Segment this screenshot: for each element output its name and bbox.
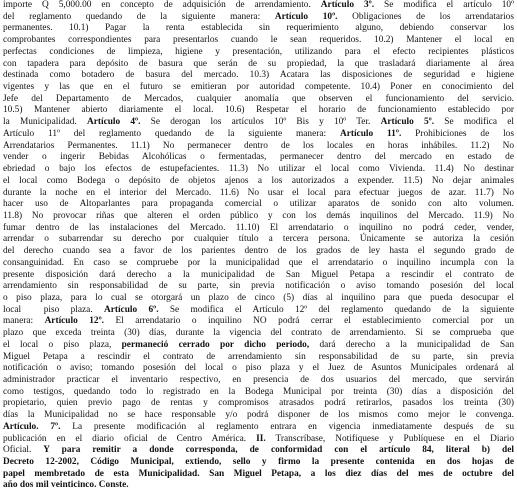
text-line <box>3 246 514 258</box>
text-segment: Se modifica el Artículo 12º del reglamento quedando de la siguiente <box>158 304 514 315</box>
text-segment: destinada como botadero de basura del mercado. 10.3) Acatara las disposiciones de seguridad e higiene <box>3 70 514 81</box>
text-line <box>3 352 514 364</box>
text-segment: el local o piso plaza, <box>3 339 122 350</box>
text-line <box>3 281 514 293</box>
bold-text-segment: II. <box>256 433 266 444</box>
text-segment: El arrendatario o inquilino NO podrá cerrar el establecimiento comercial por un <box>104 316 514 327</box>
text-line <box>3 82 514 94</box>
text-segment: Jefe del Departamento de Mercados, cualquier anomalía que observen el funcionamiento del servicio. <box>3 93 514 104</box>
text-segment: el local como Bodega o depósito de objetos ajenos a los autorizados a expender. 11.5) No dejar animales <box>3 175 514 186</box>
text-segment: Se modifica el <box>434 117 514 128</box>
text-segment: permanentes. 10.1) Pagar la renta establecida sin requerimiento alguno, debiendo conservar los <box>3 23 514 34</box>
bold-text-segment: Decreto 12-2002, Código Municipal, extiendo, sello y firmo la presente contenida en dos hojas de <box>3 457 514 468</box>
bold-text-segment: Artículo 12º. <box>44 316 105 327</box>
bold-text-segment: Artículo 5º. <box>380 117 435 128</box>
text-segment: como testigos, quedando todo lo registrado en la Bodega Municipal por treinta (30) días a disposición del <box>3 386 514 397</box>
text-line <box>3 164 514 176</box>
bold-text-segment: Artículo 6º. <box>103 304 159 315</box>
text-line <box>3 129 514 141</box>
text-line <box>3 0 514 12</box>
text-line <box>3 340 514 352</box>
bold-text-segment: Artículo 10º. <box>274 11 338 22</box>
text-line <box>3 35 514 47</box>
text-segment: notificación o aviso; tomando posesión del local o piso plaza y el Juez de Asuntos Municipales ordenará al <box>3 363 514 374</box>
text-segment: ebriedad o bajo los efectos de estupefacientes. 11.3) No utilizar el local como Vivienda. 11.4) No destinar <box>3 164 514 175</box>
text-segment: hacer uso de Altoparlantes para propaganda comercial o utilizar aparatos de sonido con alto volumen. <box>3 199 514 210</box>
text-line <box>3 398 514 410</box>
bold-text-segment: Y para remitir a donde corresponda, de conformidad con el artículo 84, literal b) del <box>43 445 514 456</box>
text-segment: durante la noche en el interior del Mercado. 11.6) No usar el local para efectuar juegos de azar. 11.7) No <box>3 187 514 198</box>
text-segment: plazo que exceda treinta (30) días, durante la vigencia del contrato de arrendamiento. Si se comprueba que <box>3 328 514 339</box>
text-line <box>3 12 514 24</box>
text-segment: vigentes y las que en el futuro se emitieran por autoridad competente. 10.4) Poner en conocimiento del <box>3 82 514 93</box>
text-segment: del derecho cuando sea a favor de los parientes dentro de los grados de ley hasta el segundo grado de <box>3 246 514 257</box>
text-line <box>3 223 514 235</box>
text-line <box>3 410 514 422</box>
text-line <box>3 59 514 71</box>
text-segment: Miguel Petapa a rescindir el contrato de arrendamiento sin responsabilidad de su parte, sin previa <box>3 351 514 362</box>
bold-text-segment: Artículo 3º. <box>320 0 375 10</box>
text-segment: con tapadera para depósito de basura que serán de su propiedad, la que trasladará diariamente al área <box>3 58 514 69</box>
text-segment: importe Q 5,000.00 en concepto de adquisición de arrendamiento. <box>3 0 321 10</box>
text-line <box>3 316 514 328</box>
text-line <box>3 211 514 223</box>
bold-text-segment: papel membretado de esta Municipalidad. San Miguel Petapa, a los diez días del mes de octubre del <box>3 468 514 479</box>
text-line <box>3 117 514 129</box>
text-line <box>3 445 514 457</box>
text-segment: local piso plaza. <box>3 304 104 315</box>
text-segment: 10.5) Mantener abierto diariamente el local. 10.6) Respetar el horario de funcionamiento establecido por <box>3 105 514 116</box>
text-line <box>3 422 514 434</box>
text-segment: vender o ingerir Bebidas Alcohólicas o fermentadas, permanecer dentro del mercado en estado de <box>3 152 514 163</box>
text-line <box>3 152 514 164</box>
text-line <box>3 23 514 35</box>
text-segment: Prohibiciones de los <box>401 128 514 139</box>
text-line <box>3 47 514 59</box>
text-segment: la Municipalidad. <box>3 117 87 128</box>
text-line <box>3 293 514 305</box>
text-segment: o piso plaza, para lo cual se otorgará un plazo de cinco (5) días al inquilino para que pueda desocupar el <box>3 292 514 303</box>
text-line <box>3 70 514 82</box>
text-segment: Oficial. <box>3 445 44 456</box>
text-segment: arrendamiento sin responsabilidad de su parte, sin previa notificación o aviso tomando posesión del local <box>3 281 514 292</box>
text-segment: fumar dentro de las instalaciones del Mercado. 11.10) El arrendatario o inquilino no podrá ceder, vender, <box>3 222 514 233</box>
text-line <box>3 387 514 399</box>
text-line <box>3 480 514 492</box>
text-line <box>3 258 514 270</box>
text-segment: del reglamento quedando de la siguiente manera: <box>3 11 275 22</box>
text-line <box>3 188 514 200</box>
text-line <box>3 434 514 446</box>
text-segment: administrador practicar el inventario respectivo, en presencia de dos usuarios del mercado, que servirán <box>3 375 514 385</box>
document-body-text <box>3 0 514 492</box>
text-segment: perfectas condiciones de limpieza, higiene y presentación, utilizando para el efecto recipientes plásticos <box>3 46 514 57</box>
text-line <box>3 234 514 246</box>
text-segment: La presente modificación al reglamento entrara en vigencia inmediatamente después de su <box>60 421 514 432</box>
text-segment: propietario, quien previo pago de rentas y compromisos atrasados podrá retirarlos, pasados los treinta (30) <box>3 398 514 409</box>
text-segment: Obligaciones de los arrendatarios <box>337 11 514 22</box>
text-line <box>3 199 514 211</box>
text-segment: Se derogan los artículos 10º Bis y 10º Ter. <box>140 117 381 128</box>
bold-text-segment: permaneció cerrado por dicho periodo, <box>121 339 310 350</box>
text-line <box>3 270 514 282</box>
text-segment: comprobantes correspondientes para presentarlos cuando le sean requeridos. 10.2) Mantener el local en <box>3 35 514 46</box>
text-segment: manera: <box>3 316 45 327</box>
text-line <box>3 328 514 340</box>
text-line <box>3 141 514 153</box>
text-segment: arrendar o subarrendar su derecho por cualquier título a tercera persona. Únicamente se autoriza la cesión <box>3 234 514 245</box>
text-line <box>3 176 514 188</box>
text-segment: Se modifica el artículo 10º <box>374 0 514 10</box>
text-line <box>3 363 514 375</box>
text-line <box>3 94 514 106</box>
text-segment: Arrendatarios Permanentes. 11.1) No permanecer dentro de los locales en horas inhábiles. 11.2) No <box>3 140 514 151</box>
bold-text-segment: Artículo 11º. <box>339 128 402 139</box>
text-line <box>3 469 514 481</box>
text-line <box>3 375 514 387</box>
text-segment: dará derecho a la municipalidad de San <box>309 339 515 350</box>
text-segment: Artículo 11º del reglamento quedando de la siguiente manera: <box>3 128 340 139</box>
text-segment: consanguinidad. En caso se compruebe por la municipalidad que el arrendatario o inquilino incumpla con la <box>3 257 514 268</box>
text-line <box>3 457 514 469</box>
bold-text-segment: Artículo 4º. <box>86 117 141 128</box>
bold-text-segment: Artículo. 7º. <box>3 421 61 432</box>
text-line <box>3 105 514 117</box>
text-segment: días la Municipalidad no se hace responsable y/o podrá disponer de los mismos como mejor le convenga. <box>3 410 514 421</box>
text-segment: presente disposición dará derecho a la municipalidad de San Miguel Petapa a rescindir el contrato de <box>3 269 514 280</box>
text-line <box>3 305 514 317</box>
text-segment: 11.8) No provocar riñas que alteren el orden público y con los demás inquilinos del Mercado. 11.9) No <box>3 210 514 221</box>
bold-text-segment: año dos mil veinticinco. Conste. <box>3 480 129 491</box>
text-segment: publicación en el diario oficial de Centro América. <box>3 433 257 444</box>
text-segment: Transcríbase, Notifíquese y Publíquese en el Diario <box>265 433 514 444</box>
